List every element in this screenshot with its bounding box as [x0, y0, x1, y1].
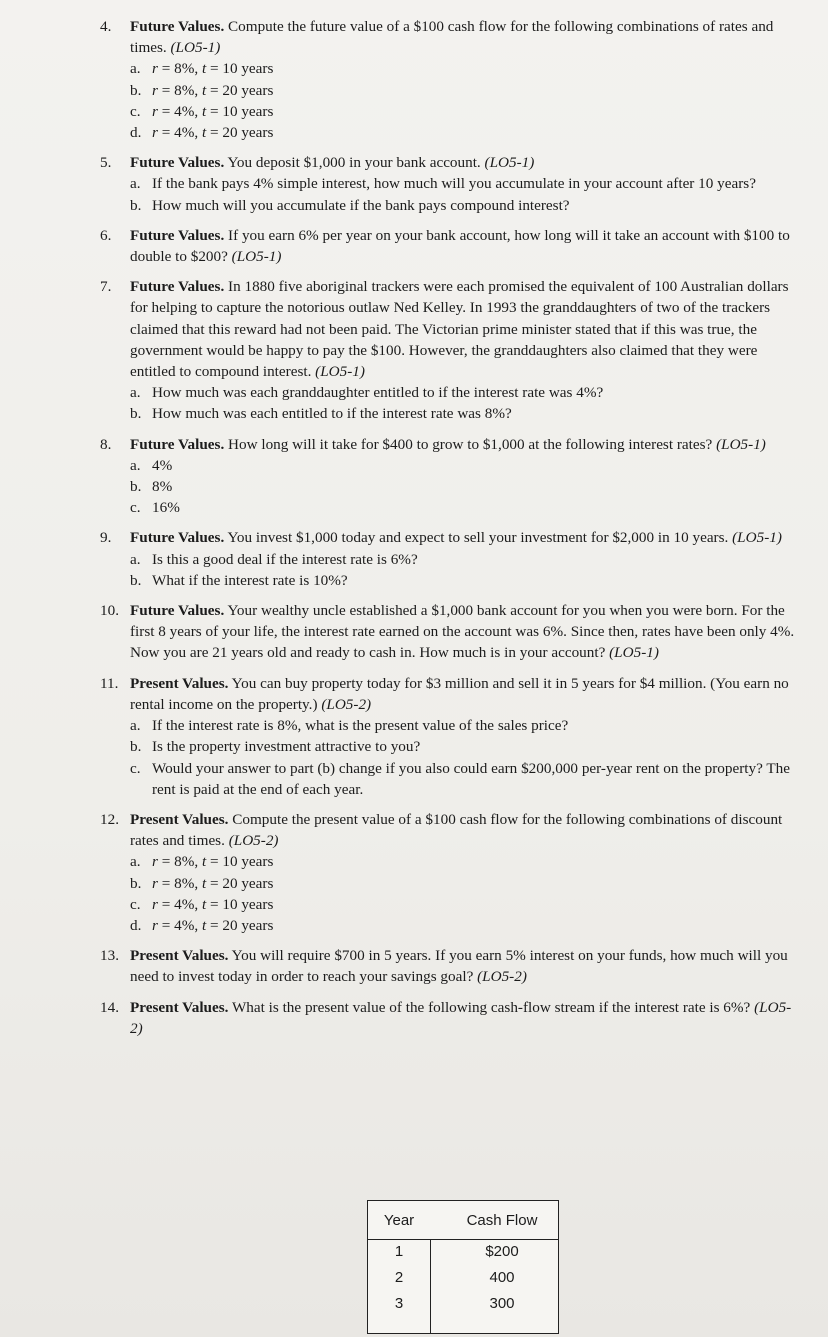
- problem-text: Compute the future value of a $100 cash flow for the following combinations of rates and times.: [130, 18, 774, 57]
- problem-text: If you earn 6% per year on your bank account, how long will it take an account with $100 to double to $200?: [130, 226, 790, 266]
- part-text: Is the property investment attractive to you?: [152, 738, 421, 756]
- problem-body: [130, 527, 800, 548]
- problem-part: d. r = 4%, t = 20 years: [130, 122, 800, 143]
- problem-body: [130, 276, 800, 382]
- part-text: What if the interest rate is 10%?: [152, 571, 348, 589]
- part-text: 16%: [152, 499, 180, 517]
- learning-objective: (LO5-2): [228, 832, 279, 850]
- problem-number: 14.: [100, 998, 119, 1016]
- time-value: 10 years: [222, 102, 274, 120]
- rate-value: 8%: [174, 853, 195, 871]
- rate-value: 4%: [174, 102, 195, 120]
- problem-part: [130, 403, 800, 424]
- problem-part: [130, 382, 800, 403]
- rate-value: 4%: [174, 895, 195, 913]
- part-label: a.: [130, 550, 141, 568]
- part-label: c.: [130, 759, 141, 777]
- time-value: 10 years: [222, 853, 274, 871]
- learning-objective: (LO5-1): [231, 248, 282, 266]
- problem-title: Future Values.: [130, 18, 225, 35]
- part-label: a.: [130, 853, 141, 871]
- learning-objective: (LO5-1): [484, 154, 535, 172]
- problem-part: c. r = 4%, t = 10 years: [130, 894, 800, 915]
- problem-5: [100, 152, 800, 216]
- rate-symbol: r: [152, 895, 158, 913]
- header-year: Year: [383, 1212, 415, 1229]
- part-label: b.: [130, 738, 142, 756]
- problem-8: [100, 434, 800, 519]
- table-row: [368, 1269, 558, 1295]
- problem-13: [100, 945, 800, 987]
- problem-number: 13.: [100, 947, 119, 965]
- problem-number: 5.: [100, 154, 112, 172]
- part-text: Would your answer to part (b) change if you also could earn $200,000 per-year rent on the property? The rent is paid at the end of each year.: [152, 759, 790, 798]
- problem-part: [130, 476, 800, 497]
- time-value: 20 years: [222, 81, 274, 99]
- problem-text: You will require $700 in 5 years. If you earn 5% interest on your funds, how much will you need to invest today in order to reach your savings goal?: [130, 947, 788, 986]
- problem-body: [130, 673, 800, 715]
- time-symbol: t: [201, 60, 207, 78]
- problem-title: Present Values.: [130, 810, 229, 828]
- time-value: 20 years: [222, 124, 274, 142]
- problem-number: 11.: [100, 674, 119, 692]
- time-value: 10 years: [222, 60, 274, 78]
- problem-body: [130, 809, 800, 851]
- rate-value: 8%: [174, 874, 195, 892]
- cell-cash-flow: 400: [489, 1269, 515, 1286]
- problem-part: [130, 715, 800, 736]
- problem-12: [100, 809, 800, 936]
- part-label: d.: [130, 916, 142, 934]
- problem-number: 8.: [100, 435, 112, 453]
- problem-part: a. r = 8%, t = 10 years: [130, 58, 800, 79]
- problem-number: 9.: [100, 529, 112, 547]
- rate-symbol: r: [152, 124, 158, 142]
- part-label: a.: [130, 60, 141, 78]
- part-label: a.: [130, 717, 141, 735]
- cell-year: 1: [394, 1243, 404, 1260]
- problem-10: [100, 600, 800, 664]
- part-text: How much was each granddaughter entitled to if the interest rate was 4%?: [152, 384, 604, 402]
- problem-number: 4.: [100, 18, 112, 35]
- problem-14: [100, 997, 800, 1039]
- part-text: 8%: [152, 478, 173, 496]
- time-symbol: t: [201, 874, 207, 892]
- problem-title: Future Values.: [130, 529, 225, 547]
- time-value: 20 years: [222, 916, 274, 934]
- problem-part: [130, 195, 800, 216]
- time-symbol: t: [201, 895, 207, 913]
- rate-symbol: r: [152, 102, 158, 120]
- rate-value: 4%: [174, 916, 195, 934]
- table-header: [368, 1201, 558, 1240]
- part-text: If the interest rate is 8%, what is the present value of the sales price?: [152, 717, 569, 735]
- part-label: a.: [130, 175, 141, 193]
- part-text: How much will you accumulate if the bank pays compound interest?: [152, 196, 570, 214]
- part-label: c.: [130, 895, 141, 913]
- learning-objective: (LO5-1): [716, 435, 766, 453]
- problem-part: b. r = 8%, t = 20 years: [130, 80, 800, 101]
- part-label: b.: [130, 478, 142, 496]
- problem-4: [100, 16, 800, 143]
- problem-body: [130, 434, 800, 455]
- time-symbol: t: [201, 81, 207, 99]
- problem-body: [130, 225, 800, 267]
- problem-text: You deposit $1,000 in your bank account.: [224, 154, 485, 172]
- problem-body: [130, 600, 800, 664]
- part-label: b.: [130, 81, 142, 99]
- cashflow-table: [367, 1200, 559, 1334]
- problem-title: Future Values.: [130, 435, 225, 453]
- learning-objective: (LO5-1): [170, 39, 221, 57]
- problem-text: You can buy property today for $3 million and sell it in 5 years for $4 million. (You earn no rental income on the property.): [130, 674, 789, 713]
- cell-cash-flow: $200: [485, 1243, 519, 1260]
- problem-text: Your wealthy uncle established a $1,000 bank account for you when you were born. For the first 8 years of your life, the interest rate earned on the account was 6%. Since then, rates have been only 4%. Now you are 21 years old and ready to cash in. How much is in your account?: [130, 602, 795, 662]
- part-text: 4%: [152, 456, 173, 474]
- part-label: b.: [130, 405, 142, 423]
- problem-part: [130, 497, 800, 518]
- problem-part: [130, 570, 800, 591]
- cell-cash-flow: 300: [489, 1295, 515, 1312]
- part-text: How much was each entitled to if the interest rate was 8%?: [152, 405, 512, 423]
- problem-part: [130, 549, 800, 570]
- rate-symbol: r: [152, 81, 158, 99]
- cell-year: 2: [394, 1269, 404, 1286]
- problem-number: 12.: [100, 810, 119, 828]
- time-value: 20 years: [222, 874, 274, 892]
- part-label: d.: [130, 124, 142, 142]
- problem-part: d. r = 4%, t = 20 years: [130, 915, 800, 936]
- time-symbol: t: [201, 916, 207, 934]
- part-text: If the bank pays 4% simple interest, how much will you accumulate in your account after 10 years?: [152, 175, 756, 193]
- problem-title: Present Values.: [130, 998, 229, 1016]
- time-symbol: t: [201, 853, 207, 871]
- problem-number: 6.: [100, 226, 112, 244]
- time-symbol: t: [201, 102, 207, 120]
- problem-body: [130, 16, 800, 58]
- problem-text: Compute the present value of a $100 cash flow for the following combinations of discount rates and times.: [130, 810, 783, 850]
- part-label: a.: [130, 456, 141, 474]
- part-label: c.: [130, 102, 141, 120]
- table-row: [368, 1295, 558, 1321]
- time-value: 10 years: [222, 895, 274, 913]
- problem-text: You invest $1,000 today and expect to sell your investment for $2,000 in 10 years.: [224, 529, 733, 547]
- problem-part: b. r = 8%, t = 20 years: [130, 873, 800, 894]
- rate-value: 8%: [174, 60, 195, 78]
- rate-symbol: r: [152, 874, 158, 892]
- problem-title: Future Values.: [130, 278, 225, 296]
- time-symbol: t: [201, 124, 207, 142]
- part-label: a.: [130, 384, 141, 402]
- learning-objective: (LO5-2): [321, 695, 372, 713]
- problem-6: [100, 225, 800, 267]
- problem-text: In 1880 five aboriginal trackers were each promised the equivalent of 100 Australian dollars for helping to capture the notorious outlaw Ned Kelley. In 1993 the granddaughters of two of the trackers claimed that this reward had not been paid. The Victorian prime minister stated that if this was true, the government would be happy to pay the $100. However, the granddaughters also claimed that they were entitled to compound interest.: [130, 278, 789, 381]
- table-row: [368, 1243, 558, 1269]
- problem-title: Present Values.: [130, 947, 229, 965]
- problem-11: [100, 673, 800, 800]
- problem-part: [130, 758, 800, 800]
- problem-body: [130, 945, 800, 987]
- problem-part: [130, 736, 800, 757]
- learning-objective: (LO5-2): [130, 998, 792, 1037]
- rate-value: 8%: [174, 81, 195, 99]
- problem-part: c. r = 4%, t = 10 years: [130, 101, 800, 122]
- problem-title: Future Values.: [130, 602, 225, 620]
- problem-number: 7.: [100, 278, 112, 296]
- problem-title: Future Values.: [130, 154, 225, 172]
- problem-title: Present Values.: [130, 674, 229, 692]
- part-label: c.: [130, 499, 141, 517]
- rate-symbol: r: [152, 853, 158, 871]
- problem-body: [130, 997, 800, 1039]
- part-label: b.: [130, 874, 142, 892]
- problem-number: 10.: [100, 602, 119, 620]
- part-label: b.: [130, 196, 142, 214]
- part-text: Is this a good deal if the interest rate is 6%?: [152, 550, 418, 568]
- header-cash-flow: Cash Flow: [466, 1212, 538, 1229]
- problem-9: [100, 527, 800, 591]
- part-label: b.: [130, 571, 142, 589]
- cell-year: 3: [394, 1295, 404, 1312]
- learning-objective: (LO5-2): [477, 968, 527, 986]
- rate-symbol: r: [152, 60, 158, 78]
- learning-objective: (LO5-1): [609, 644, 659, 662]
- problem-part: [130, 173, 800, 194]
- problem-title: Future Values.: [130, 226, 225, 244]
- problem-text: How long will it take for $400 to grow to $1,000 at the following interest rates?: [224, 435, 717, 453]
- rate-symbol: r: [152, 916, 158, 934]
- problem-text: What is the present value of the following cash-flow stream if the interest rate is 6%?: [228, 998, 755, 1016]
- problem-body: [130, 152, 800, 173]
- problem-part: a. r = 8%, t = 10 years: [130, 851, 800, 872]
- problem-7: [100, 276, 800, 424]
- learning-objective: (LO5-1): [732, 529, 782, 547]
- learning-objective: (LO5-1): [315, 363, 365, 381]
- problem-part: [130, 455, 800, 476]
- problem-list: [100, 16, 800, 1048]
- rate-value: 4%: [174, 124, 195, 142]
